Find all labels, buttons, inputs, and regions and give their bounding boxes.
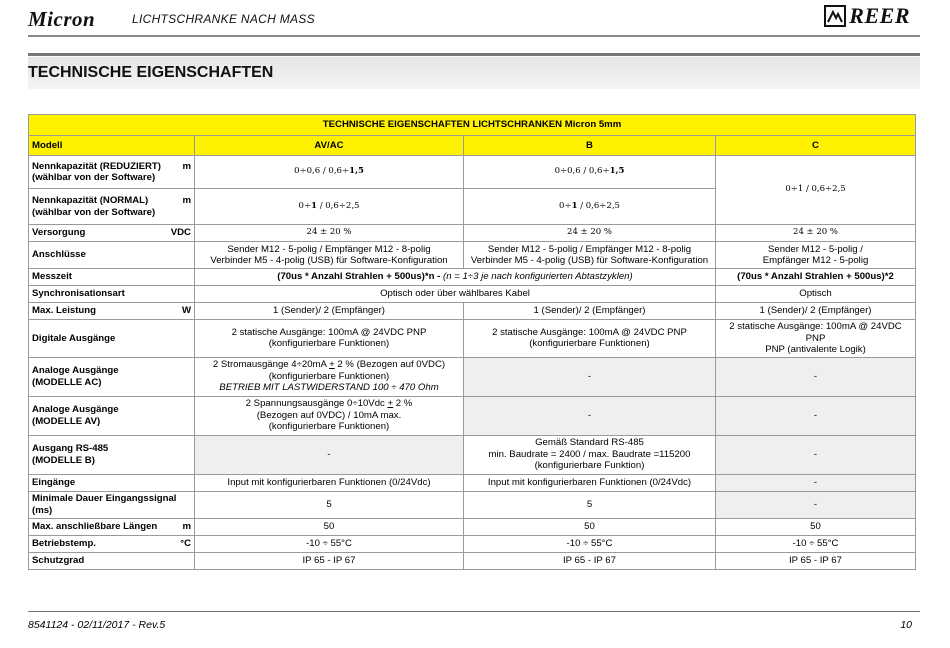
- cell: 2 Spannungsausgänge 0÷10Vdc + 2 % (Bezogen auf 0VDC) / 10mA max. (konfigurierbare Funktionen): [195, 396, 464, 435]
- cell: -: [716, 474, 916, 491]
- cell: -10 ÷ 55°C: [195, 535, 464, 552]
- row-label: Max. anschließbare Längen m: [29, 518, 195, 535]
- table-row: [29, 552, 916, 569]
- cell: -: [464, 357, 716, 396]
- row-label: Nennkapazität (REDUZIERT) m (wählbar von der Software): [29, 156, 195, 189]
- row-label: Versorgung VDC: [29, 225, 195, 242]
- cell: 0÷0,6 / 0,6÷1,5: [195, 156, 464, 189]
- cell: -: [716, 435, 916, 474]
- row-label: Eingänge: [29, 474, 195, 491]
- table-row: [29, 269, 916, 286]
- cell: -: [716, 491, 916, 518]
- row-label: Digitale Ausgänge: [29, 320, 195, 358]
- cell: 24 ± 20 %: [464, 225, 716, 242]
- table-title: TECHNISCHE EIGENSCHAFTEN LICHTSCHRANKEN Micron 5mm: [29, 115, 916, 136]
- reer-logo-text: REER: [849, 3, 910, 28]
- specs-table: [28, 114, 916, 570]
- row-label: Anschlüsse: [29, 242, 195, 269]
- section-rule: [28, 53, 920, 56]
- cell: 5: [195, 491, 464, 518]
- row-label: Max. Leistung W: [29, 303, 195, 320]
- cell: 0÷1 / 0,6÷2,5: [716, 156, 916, 225]
- cell: -: [195, 435, 464, 474]
- cell: Sender M12 - 5-polig / Empfänger M12 - 8-polig Verbinder M5 - 4-polig (USB) für Software-Konfiguration: [464, 242, 716, 269]
- cell: 2 statische Ausgänge: 100mA @ 24VDC PNP (konfigurierbare Funktionen): [195, 320, 464, 358]
- cell: Input mit konfigurierbaren Funktionen (0/24Vdc): [195, 474, 464, 491]
- page-header: [28, 0, 920, 36]
- table-row: [29, 396, 916, 435]
- table-row: [29, 535, 916, 552]
- cell: -: [716, 396, 916, 435]
- table-row: [29, 357, 916, 396]
- cell: Optisch: [716, 286, 916, 303]
- table-title-row: [29, 115, 916, 136]
- cell: (70us * Anzahl Strahlen + 500us)*2: [716, 269, 916, 286]
- table-row: [29, 156, 916, 189]
- document-subtitle: LICHTSCHRANKE NACH MASS: [132, 12, 315, 26]
- row-label: Analoge Ausgänge (MODELLE AC): [29, 357, 195, 396]
- cell: Sender M12 - 5-polig / Empfänger M12 - 5-polig: [716, 242, 916, 269]
- cell: IP 65 - IP 67: [195, 552, 464, 569]
- table-row: [29, 286, 916, 303]
- table-row: [29, 242, 916, 269]
- cell: 24 ± 20 %: [195, 225, 464, 242]
- row-label: Synchronisationsart: [29, 286, 195, 303]
- table-row: [29, 474, 916, 491]
- reer-logo: [824, 3, 910, 29]
- document-reference: 8541124 - 02/11/2017 - Rev.5: [28, 619, 166, 631]
- footer-rule: [28, 611, 920, 612]
- cell: 5: [464, 491, 716, 518]
- cell: 1 (Sender)/ 2 (Empfänger): [195, 303, 464, 320]
- cell: 2 statische Ausgänge: 100mA @ 24VDC PNP PNP (antivalente Logik): [716, 320, 916, 358]
- cell: 2 Stromausgänge 4÷20mA + 2 % (Bezogen auf 0VDC) (konfigurierbare Funktionen) BETRIEB MIT LASTWIDERSTAND 100 ÷ 470 Ohm: [195, 357, 464, 396]
- table-row: [29, 303, 916, 320]
- brand-logo: Micron: [28, 7, 96, 31]
- reer-logo-icon: [824, 5, 846, 27]
- table-row: [29, 136, 916, 156]
- row-label: Betriebstemp. °C: [29, 535, 195, 552]
- row-label: Ausgang RS-485 (MODELLE B): [29, 435, 195, 474]
- cell: -: [716, 357, 916, 396]
- row-label: Analoge Ausgänge (MODELLE AV): [29, 396, 195, 435]
- cell: -10 ÷ 55°C: [464, 535, 716, 552]
- cell: Input mit konfigurierbaren Funktionen (0/24Vdc): [464, 474, 716, 491]
- cell: -: [464, 396, 716, 435]
- model-ava: AV/AC: [195, 136, 464, 156]
- row-label: Schutzgrad: [29, 552, 195, 569]
- cell: (70us * Anzahl Strahlen + 500us)*n - (n = 1÷3 je nach konfigurierten Abtastzyklen): [195, 269, 716, 286]
- cell: 50: [464, 518, 716, 535]
- cell: IP 65 - IP 67: [464, 552, 716, 569]
- cell: 50: [195, 518, 464, 535]
- cell: 0÷0,6 / 0,6÷1,5: [464, 156, 716, 189]
- cell: -10 ÷ 55°C: [716, 535, 916, 552]
- page-number: 10: [900, 619, 912, 631]
- cell: 0÷1 / 0,6÷2,5: [195, 189, 464, 225]
- cell: Optisch oder über wählbares Kabel: [195, 286, 716, 303]
- row-label: Messzeit: [29, 269, 195, 286]
- cell: 24 ± 20 %: [716, 225, 916, 242]
- cell: 0÷1 / 0,6÷2,5: [464, 189, 716, 225]
- cell: 1 (Sender)/ 2 (Empfänger): [716, 303, 916, 320]
- table-row: [29, 518, 916, 535]
- table-row: [29, 491, 916, 518]
- row-label: Nennkapazität (NORMAL) m (wählbar von der Software): [29, 189, 195, 225]
- table-row: [29, 435, 916, 474]
- cell: 1 (Sender)/ 2 (Empfänger): [464, 303, 716, 320]
- cell: Gemäß Standard RS-485 min. Baudrate = 2400 / max. Baudrate =115200 (konfigurierbare Funktion): [464, 435, 716, 474]
- section-title: TECHNISCHE EIGENSCHAFTEN: [28, 64, 274, 81]
- row-label: Minimale Dauer Eingangssignal (ms): [29, 491, 195, 518]
- row-label: Modell: [29, 136, 195, 156]
- model-b: B: [464, 136, 716, 156]
- header-rule: [28, 35, 920, 37]
- cell: IP 65 - IP 67: [716, 552, 916, 569]
- model-c: C: [716, 136, 916, 156]
- table-row: [29, 225, 916, 242]
- cell: 50: [716, 518, 916, 535]
- cell: 2 statische Ausgänge: 100mA @ 24VDC PNP (konfigurierbare Funktionen): [464, 320, 716, 358]
- cell: Sender M12 - 5-polig / Empfänger M12 - 8-polig Verbinder M5 - 4-polig (USB) für Software-Konfiguration: [195, 242, 464, 269]
- table-row: [29, 320, 916, 358]
